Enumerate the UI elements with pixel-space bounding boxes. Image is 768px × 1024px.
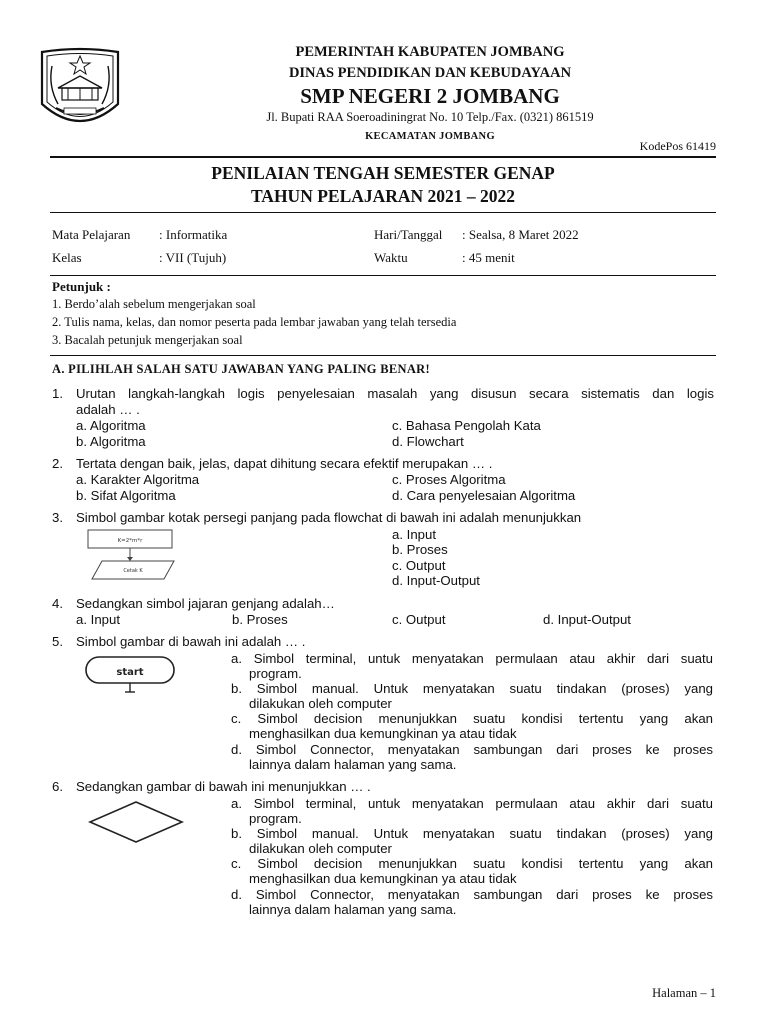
instruction-item: 2. Tulis nama, kelas, dan nomor peserta pada lembar jawaban yang telah tersedia — [52, 315, 457, 329]
option-c-cont: menghasilkan dua kemungkinan ya atau tidak — [249, 726, 517, 741]
flowchart-process-figure — [78, 528, 182, 584]
option-c: c. Bahasa Pengolah Kata — [392, 418, 541, 433]
option-b: b. Simbol manual. Untuk menyatakan suatu tindakan (proses) yang — [231, 826, 713, 841]
letterhead-government: PEMERINTAH KABUPATEN JOMBANG — [295, 44, 565, 60]
question-number: 2. — [52, 456, 63, 471]
section-a-heading: A. PILIHLAH SALAH SATU JAWABAN YANG PALING BENAR! — [52, 362, 430, 376]
option-d: d. Input-Output — [543, 612, 631, 627]
option-a-cont: program. — [249, 811, 302, 826]
question-number: 4. — [52, 596, 63, 611]
divider — [50, 212, 716, 213]
figure-terminal-label: start — [116, 667, 144, 678]
option-a: a. Input — [392, 527, 436, 542]
class-label: Kelas — [52, 250, 82, 265]
option-b: b. Proses — [392, 542, 448, 557]
time-value: : 45 menit — [462, 250, 515, 265]
option-d: d. Flowchart — [392, 434, 464, 449]
divider — [50, 275, 716, 276]
question-text: Urutan langkah-langkah logis penyelesaian masalah yang disusun secara sistematis dan logis — [76, 386, 714, 401]
option-c: c. Simbol decision menunjukkan suatu kondisi tertentu yang akan — [231, 856, 713, 871]
question-text: Simbol gambar kotak persegi panjang pada flowchat di bawah ini adalah menunjukkan — [76, 510, 582, 525]
figure-box-label: K=2*m*r — [117, 538, 143, 544]
letterhead-district: KECAMATAN JOMBANG — [365, 131, 495, 142]
question-number: 6. — [52, 779, 63, 794]
question-number: 1. — [52, 386, 63, 401]
option-d-cont: lainnya dalam halaman yang sama. — [249, 757, 457, 772]
option-c: c. Simbol decision menunjukkan suatu kondisi tertentu yang akan — [231, 711, 713, 726]
subject-label: Mata Pelajaran — [52, 227, 131, 242]
option-a: a. Input — [76, 612, 120, 627]
option-b: b. Simbol manual. Untuk menyatakan suatu tindakan (proses) yang — [231, 681, 713, 696]
option-a: a. Simbol terminal, untuk menyatakan permulaan atau akhir dari suatu — [231, 651, 713, 666]
option-a: a. Karakter Algoritma — [76, 472, 200, 487]
question-text: adalah … . — [76, 402, 140, 417]
option-a-cont: program. — [249, 666, 302, 681]
subject-value: : Informatika — [159, 227, 228, 242]
instructions-heading: Petunjuk : — [52, 279, 111, 294]
page-number: Halaman – 1 — [652, 986, 716, 1000]
option-b: b. Sifat Algoritma — [76, 488, 176, 503]
instruction-item: 3. Bacalah petunjuk mengerjakan soal — [52, 333, 243, 347]
option-a: a. Algoritma — [76, 418, 146, 433]
option-d-cont: lainnya dalam halaman yang sama. — [249, 902, 457, 917]
question-text: Sedangkan simbol jajaran genjang adalah… — [76, 596, 335, 611]
option-c: c. Output — [392, 558, 446, 573]
exam-title: PENILAIAN TENGAH SEMESTER GENAP — [211, 163, 555, 183]
flowchart-terminal-figure — [84, 655, 178, 695]
letterhead-school-name: SMP NEGERI 2 JOMBANG — [300, 84, 560, 108]
option-d: d. Cara penyelesaian Algoritma — [392, 488, 576, 503]
exam-year: TAHUN PELAJARAN 2021 – 2022 — [250, 186, 516, 206]
question-text: Sedangkan gambar di bawah ini menunjukkan … . — [76, 779, 371, 794]
option-d: d. Simbol Connector, menyatakan sambungan dari proses ke proses — [231, 742, 713, 757]
question-text: Tertata dengan baik, jelas, dapat dihitung secara efektif merupakan … . — [76, 456, 493, 471]
instruction-item: 1. Berdo’alah sebelum mengerjakan soal — [52, 297, 256, 311]
day-value: : Sealsa, 8 Maret 2022 — [462, 227, 579, 242]
flowchart-decision-figure — [88, 800, 184, 844]
letterhead-address: Jl. Bupati RAA Soeroadiningrat No. 10 Telp./Fax. (0321) 861519 — [266, 110, 594, 124]
option-b-cont: dilakukan oleh computer — [249, 841, 392, 856]
question-number: 3. — [52, 510, 63, 525]
option-a: a. Simbol terminal, untuk menyatakan permulaan atau akhir dari suatu — [231, 796, 713, 811]
class-value: : VII (Tujuh) — [159, 250, 227, 265]
option-d: d. Simbol Connector, menyatakan sambungan dari proses ke proses — [231, 887, 713, 902]
regency-crest-logo — [28, 46, 132, 136]
divider — [50, 355, 716, 356]
option-b: b. Proses — [232, 612, 288, 627]
option-c: c. Output — [392, 612, 446, 627]
postal-code: KodePos 61419 — [639, 139, 716, 153]
divider — [50, 156, 716, 158]
figure-parallelogram-label: Cetak K — [123, 568, 143, 574]
option-b: b. Algoritma — [76, 434, 146, 449]
question-text: Simbol gambar di bawah ini adalah … . — [76, 634, 306, 649]
option-c: c. Proses Algoritma — [392, 472, 506, 487]
letterhead-department: DINAS PENDIDIKAN DAN KEBUDAYAAN — [288, 65, 572, 81]
time-label: Waktu — [374, 250, 408, 265]
option-d: d. Input-Output — [392, 573, 480, 588]
question-number: 5. — [52, 634, 63, 649]
option-b-cont: dilakukan oleh computer — [249, 696, 392, 711]
day-label: Hari/Tanggal — [374, 227, 443, 242]
option-c-cont: menghasilkan dua kemungkinan ya atau tidak — [249, 871, 517, 886]
